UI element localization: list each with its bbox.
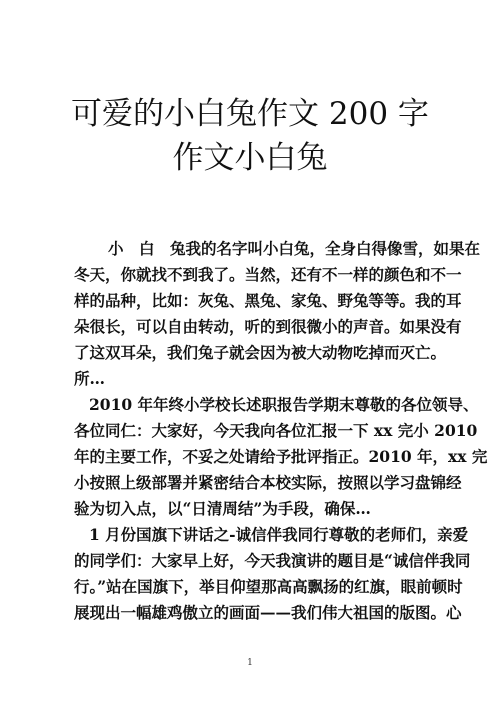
body-line-14: 行。”站在国旗下，举目仰望那高高飘扬的红旗，眼前顿时 (74, 577, 463, 596)
body-line-4: 朵很长，可以自由转动，听的到很微小的声音。如果没有 (74, 317, 462, 336)
body-line-8: 各位同仁：大家好，今天我向各位汇报一下 xx 完小 2010 (74, 421, 478, 440)
document-title-line-2: 作文小白兔 (172, 140, 328, 176)
body-line-11: 验为切入点，以“日清周结”为手段，确保… (74, 499, 371, 518)
body-line-15: 展现出一幅雄鸡傲立的画面——我们伟大祖国的版图。心 (74, 603, 462, 622)
body-line-6: 所… (74, 369, 106, 388)
page-number: 1 (247, 658, 253, 668)
body-line-2: 冬天，你就找不到我了。当然，还有不一样的颜色和不一 (74, 265, 462, 284)
body-line-10: 小按照上级部署并紧密结合本校实际，按照以学习盘锦经 (74, 473, 462, 492)
body-line-1: 小 白 兔我的名字叫小白兔，全身白得像雪，如果在 (108, 239, 481, 258)
body-line-3: 样的品种，比如：灰兔、黑兔、家兔、野兔等等。我的耳 (74, 291, 462, 310)
body-line-13: 的同学们：大家早上好，今天我演讲的题目是“诚信伴我同 (74, 551, 471, 570)
document-title-line-1: 可爱的小白兔作文 200 字 (71, 96, 429, 132)
body-line-12: 1 月份国旗下讲话之-诚信伴我同行尊敬的老师们，亲爱 (89, 525, 469, 544)
body-line-5: 了这双耳朵，我们兔子就会因为被大动物吃掉而灭亡。 (74, 343, 447, 362)
body-line-9: 年的主要工作，不妥之处请给予批评指正。2010 年，xx 完 (74, 447, 488, 466)
body-line-7: 2010 年年终小学校长述职报告学期末尊敬的各位领导、 (89, 395, 479, 414)
